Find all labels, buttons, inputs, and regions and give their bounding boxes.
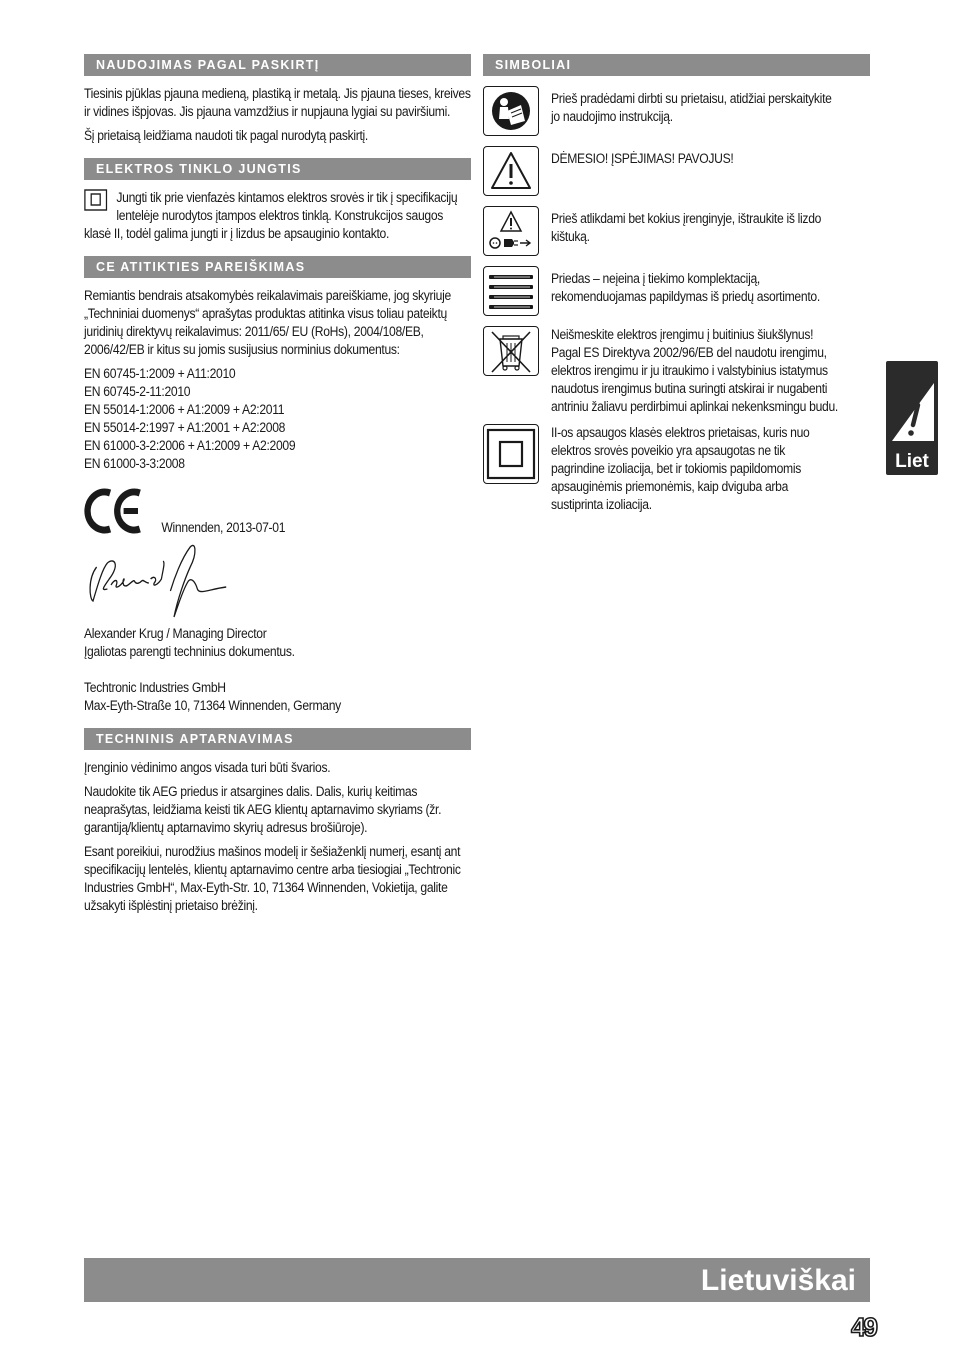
standard-item: EN 55014-1:2006 + A1:2009 + A2:2011 [84, 402, 285, 417]
symbol-text: Priedas – neįeina į tiekimo komplektaciją, rekomenduojamas papildymas iš priedų asortimento. [551, 271, 820, 304]
class-ii-icon [483, 424, 539, 484]
ce-mark-icon [84, 487, 143, 535]
maintenance-paragraph-2: Naudokite tik AEG priedus ir atsargines dalis. Dalis, kurių keitimas neaprašytas, leidžiama keisti tik AEG klientų aptarnavimo skyriams (žr. garantiją/klientų aptarnavimo skyrių adresus brošiūroje). [84, 784, 442, 835]
mains-connection-body [84, 189, 471, 243]
symbol-text: Neišmeskite elektros įrengimu į buitinius šiukšlynus! Pagal ES Direktyva 2002/96/EB del naudotu irengimu, elektros irengimu ir ju itraukimo i valstybinius istatymus naudotus irengimus butina suringti atskirai ir nugabenti antriniu žaliavu perdirbimui aplinkai nekenksmingu budu. [551, 327, 838, 414]
signer-role: Įgaliotas parengti techninius dokumentus. [84, 644, 295, 659]
intended-use-paragraph-2: Šį prietaisą leidžiama naudoti tik pagal nurodytą paskirtį. [84, 128, 368, 143]
standard-item: EN 60745-2-11:2010 [84, 384, 191, 399]
signer-name: Alexander Krug / Managing Director [84, 626, 267, 641]
symbol-text: II-os apsaugos klasės elektros prietaisas, kuris nuo elektros srovės poveikio yra apsaugotas ne tik pagrindine izoliacija, bet ir tokiomis papildomomis apsauginėmis priemonėmis, kaip dviguba arba sustiprinta izoliacija. [551, 425, 810, 512]
symbol-row [483, 326, 870, 416]
section-header-symbols: SIMBOLIAI [483, 54, 870, 76]
warning-exclamation-icon [886, 361, 938, 447]
symbol-row [483, 206, 870, 256]
symbol-text: Prieš atlikdami bet kokius įrenginyje, ištraukite iš lizdo kištuką. [551, 211, 822, 244]
maintenance-body [84, 759, 471, 915]
language-side-tab [886, 361, 938, 475]
class-ii-small-icon [84, 189, 107, 211]
ce-declaration-body [84, 287, 471, 715]
standard-item: EN 61000-3-2:2006 + A1:2009 + A2:2009 [84, 438, 296, 453]
symbol-row [483, 146, 870, 196]
maintenance-paragraph-1: Įrenginio vėdinimo angos visada turi būti švarios. [84, 760, 331, 775]
standard-item: EN 61000-3-3:2008 [84, 456, 185, 471]
footer-language-bar: Lietuviškai [84, 1258, 870, 1302]
section-header-ce-declaration: CE ATITIKTIES PAREIŠKIMAS [84, 256, 471, 278]
company-name: Techtronic Industries GmbH [84, 680, 226, 695]
symbol-row [483, 86, 870, 136]
intended-use-paragraph-1: Tiesinis pjūklas pjauna medieną, plastiką ir metalą. Jis pjauna tieses, kreives ir vidines išpjovas. Jis pjauna vamzdžius ir nupjauna lygiai su paviršiumi. [84, 86, 471, 119]
left-column [84, 54, 471, 915]
ce-mark-row [84, 487, 471, 535]
read-manual-icon [483, 86, 539, 136]
maintenance-paragraph-3: Esant poreikiui, nurodžius mašinos modelį ir šešiaženklį numerį, esantį ant specifikacijų lentelės, klientų aptarnavimo centre arba tiesiogiai „Techtronic Industries GmbH“, Max-Eyth-Str. 10, 71364 Winnenden, Vokietija, galite užsakyti išplėstinį prietaiso brėžinį. [84, 844, 461, 913]
symbol-row [483, 266, 870, 316]
unplug-icon [483, 206, 539, 256]
signature-image [84, 539, 237, 623]
mains-connection-paragraph: Jungti tik prie vienfazės kintamos elektros srovės ir tik į specifikacijų lentelėje nurodytos įtampos elektros tinklą. Konstrukcijos saugos klasė II, todėl galima jungti ir į lizdus be apsauginio kontakto. [84, 190, 458, 241]
saw-blades-icon [483, 266, 539, 316]
section-header-maintenance: TECHNINIS APTARNAVIMAS [84, 728, 471, 750]
side-tab-label: Liet [895, 451, 929, 472]
section-header-intended-use: NAUDOJIMAS PAGAL PASKIRTĮ [84, 54, 471, 76]
warning-icon [483, 146, 539, 196]
page-number: 49 [851, 1312, 876, 1342]
intended-use-body [84, 85, 471, 145]
ce-declaration-paragraph: Remiantis bendrais atsakomybės reikalavimais pareiškiame, jog skyriuje „Techniniai duomenys“ aprašytas produktas atitinka visus toliau pateiktų juridinių direktyvų reikalavimus: 2011/65/ EU (RoHs), 2004/108/EB, 2006/42/EB ir kitus su jomis susijusius norminius dokumentus: [84, 288, 451, 357]
weee-bin-icon [483, 326, 539, 376]
symbol-text: DĖMESIO! ĮSPĖJIMAS! PAVOJUS! [551, 151, 734, 166]
place-date: Winnenden, 2013-07-01 [161, 520, 286, 535]
company-address: Max-Eyth-Straße 10, 71364 Winnenden, Germany [84, 698, 341, 713]
section-header-mains-connection: ELEKTROS TINKLO JUNGTIS [84, 158, 471, 180]
symbol-text: Prieš pradėdami dirbti su prietaisu, atidžiai perskaitykite jo naudojimo instrukciją. [551, 91, 832, 124]
standard-item: EN 60745-1:2009 + A11:2010 [84, 366, 236, 381]
right-column [483, 54, 870, 514]
standards-list [84, 365, 471, 473]
symbol-row [483, 424, 870, 514]
standard-item: EN 55014-2:1997 + A1:2001 + A2:2008 [84, 420, 286, 435]
